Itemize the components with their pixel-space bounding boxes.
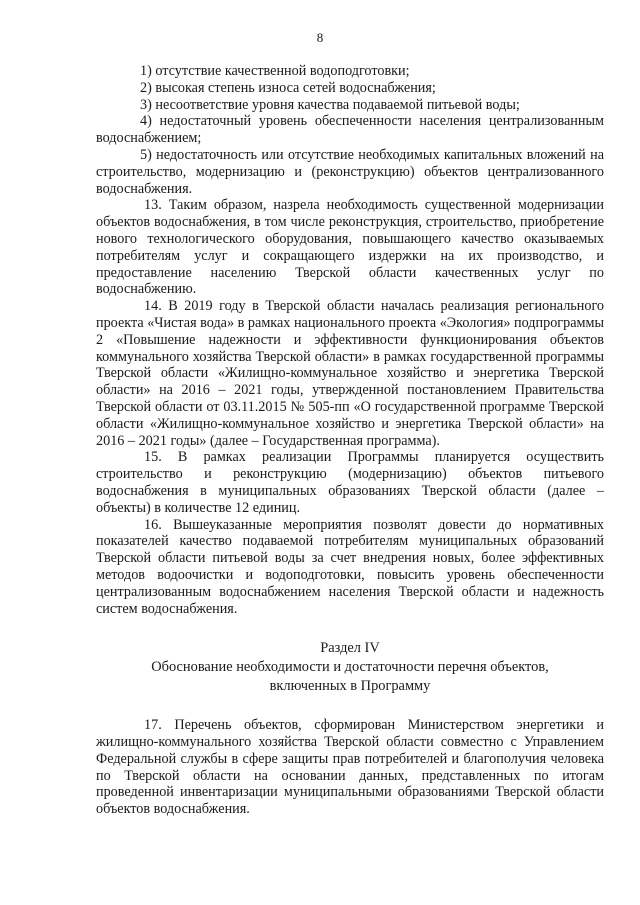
list-item-1: 1) отсутствие качественной водоподготовки; (140, 63, 410, 79)
paragraph-14: 14. В 2019 году в Тверской области началась реализация регионального проекта «Чистая вода» в рамках национального проекта «Экология» подпрограммы 2 «Повышение надежности и эффективности функционирования объектов коммунального хозяйства Тверской области» в рамках государственной программы Тверской области «Жилищно-коммунальное хозяйство и энергетика Тверской области» на 2016 – 2021 годы, утвержденной постановлением Правительства Тверской области от 03.11.2015 № 505-пп «О государственной программе Тверской области «Жилищно-коммунальное хозяйство и энергетика Тверской области» на 2016 – 2021 годы» (далее – Государственная программа). (96, 298, 604, 449)
section-heading (96, 639, 604, 696)
list-item-2: 2) высокая степень износа сетей водоснабжения; (140, 79, 436, 96)
list-item-4: 4) недостаточный уровень обеспеченности населения централизованным водоснабжением; (96, 113, 604, 147)
paragraph-13: 13. Таким образом, назрела необходимость существенной модернизации объектов водоснабжения, в том числе реконструкция, строительство, приобретение нового технологического оборудования, повышающего качество оказываемых потребителям услуг и сокращающего издержки на их производство, и предоставление населению Тверской области качественных услуг по водоснабжению. (96, 197, 604, 298)
list-item-3: 3) несоответствие уровня качества подаваемой питьевой воды; (140, 96, 520, 113)
section-title-line-2: включенных в Программу (269, 678, 431, 695)
page-number: 8 (316, 30, 324, 45)
paragraph-17: 17. Перечень объектов, сформирован Министерством энергетики и жилищно-коммунального хозяйства Тверской области совместно с Управлением Федеральной службы в сфере защиты прав потребителей и благополучия человека по Тверской области на основании данных, представленных по итогам проведенной инвентаризации муниципальными образованиями Тверской области объектов водоснабжения. (96, 717, 604, 818)
spacer (96, 696, 604, 717)
section-title-line-1: Обоснование необходимости и достаточности перечня объектов, (151, 659, 549, 676)
section-label: Раздел IV (320, 640, 380, 657)
document-body (96, 63, 604, 818)
list-item-5: 5) недостаточность или отсутствие необходимых капитальных вложений на строительство, модернизацию и (реконструкцию) объектов централизованного водоснабжения. (96, 146, 604, 197)
paragraph-15: 15. В рамках реализации Программы планируется осуществить строительство и реконструкцию (модернизацию) объектов питьевого водоснабжения в муниципальных образованиях Тверской области (далее – объекты) в количестве 12 единиц. (96, 449, 604, 516)
paragraph-16: 16. Вышеуказанные мероприятия позволят довести до нормативных показателей качество подаваемой потребителям муниципальных образований Тверской области питьевой воды за счет внедрения новых, более эффективных методов водоочистки и водоподготовки, повысить уровень обеспеченности централизованным водоснабжением населения Тверской области и надежность систем водоснабжения. (96, 516, 604, 617)
